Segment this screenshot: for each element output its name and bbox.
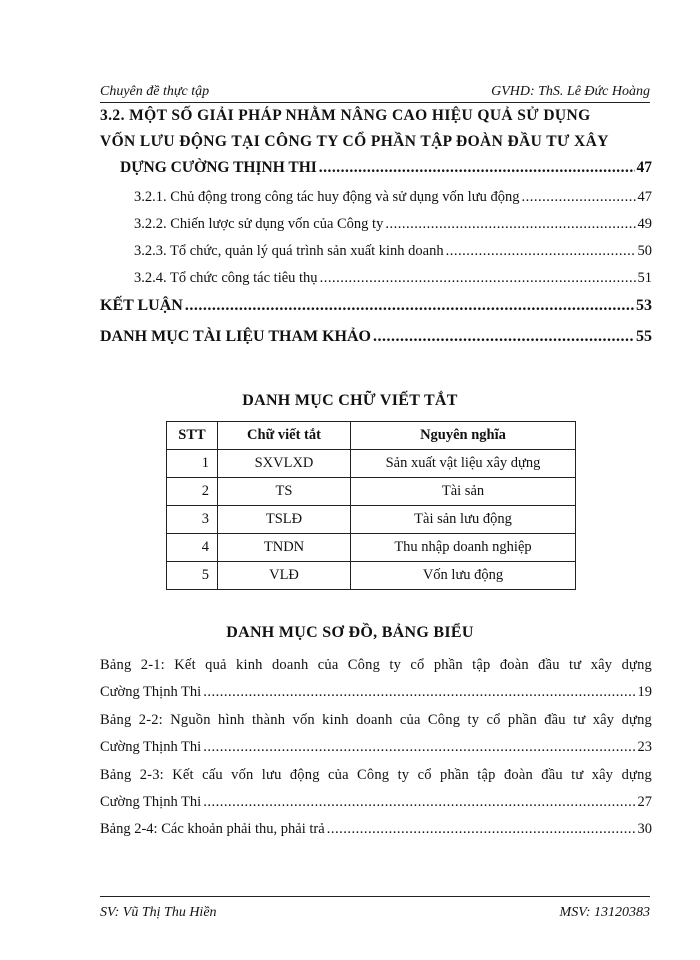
figure-item-page: 23: [637, 739, 652, 755]
row-meaning: Thu nhập doanh nghiệp: [351, 534, 576, 562]
footer-left: SV: Vũ Thị Thu Hiền: [100, 905, 217, 920]
row-abbreviation: VLĐ: [218, 562, 351, 590]
toc-dots: [203, 739, 635, 756]
toc-dots: [185, 297, 634, 315]
row-abbreviation: TSLĐ: [218, 506, 351, 534]
row-abbreviation: TS: [218, 478, 351, 506]
row-stt: 3: [167, 506, 218, 534]
toc-item-label: 3.2.1. Chủ động trong công tác huy động và sử dụng vốn lưu động: [134, 189, 520, 205]
table-row: [167, 450, 576, 478]
toc-section-3-2-line2: VỐN LƯU ĐỘNG TẠI CÔNG TY CỔ PHẦN TẬP ĐOÀN ĐẦU TƯ XÂY: [100, 133, 609, 150]
figure-item-label: Bảng 2-4: Các khoản phải thu, phải trả: [100, 821, 325, 837]
toc-item-3-2-4: [134, 270, 652, 287]
toc-dots: [373, 328, 634, 346]
figure-item-2: [100, 739, 652, 756]
toc-dots: [521, 189, 635, 206]
row-abbreviation: TNDN: [218, 534, 351, 562]
figure-item-3: [100, 794, 652, 811]
figure-item-page: 30: [637, 821, 652, 837]
figure-item-page: 27: [637, 794, 652, 810]
table-row: [167, 534, 576, 562]
toc-section-3-2-page: 47: [636, 159, 652, 176]
toc-section-3-2-line1: 3.2. MỘT SỐ GIẢI PHÁP NHẰM NÂNG CAO HIỆU QUẢ SỬ DỤNG: [100, 107, 591, 124]
toc-dots: [446, 243, 636, 260]
row-meaning: Tài sản lưu động: [351, 506, 576, 534]
figure-item-label: Cường Thịnh Thi: [100, 794, 202, 810]
row-stt: 2: [167, 478, 218, 506]
toc-item-label: 3.2.4. Tổ chức công tác tiêu thụ: [134, 270, 318, 286]
toc-references-page: 55: [636, 328, 652, 345]
toc-dots: [385, 216, 635, 233]
toc-dots: [203, 684, 635, 701]
toc-item-page: 49: [637, 216, 652, 232]
row-stt: 1: [167, 450, 218, 478]
toc-item-page: 50: [637, 243, 652, 259]
figure-item-label: Cường Thịnh Thi: [100, 739, 202, 755]
toc-references-label: DANH MỤC TÀI LIỆU THAM KHẢO: [100, 328, 371, 345]
toc-item-page: 47: [637, 189, 652, 205]
header-stt: STT: [167, 422, 218, 450]
figure-item-4: [100, 821, 652, 838]
row-meaning: Sản xuất vật liệu xây dựng: [351, 450, 576, 478]
row-stt: 5: [167, 562, 218, 590]
toc-item-3-2-3: [134, 243, 652, 260]
header-meaning: Nguyên nghĩa: [351, 422, 576, 450]
table-row: [167, 562, 576, 590]
header-abbreviation: Chữ viết tắt: [218, 422, 351, 450]
table-row: [167, 478, 576, 506]
figure-item-line1: Bảng 2-1: Kết quả kinh doanh của Công ty cổ phần tập đoàn đầu tư xây dựng: [100, 657, 652, 673]
abbreviations-table: [166, 421, 576, 590]
toc-conclusion: [100, 297, 652, 315]
table-header-row: [167, 422, 576, 450]
footer-right: MSV: 13120383: [559, 905, 650, 920]
toc-conclusion-label: KẾT LUẬN: [100, 297, 183, 314]
toc-dots: [327, 821, 636, 838]
toc-dots: [203, 794, 635, 811]
row-stt: 4: [167, 534, 218, 562]
toc-references: [100, 328, 652, 346]
header-right: GVHD: ThS. Lê Đức Hoàng: [491, 84, 650, 99]
toc-dots: [319, 159, 635, 177]
toc-item-page: 51: [637, 270, 652, 286]
table-row: [167, 506, 576, 534]
figure-item-line1: Bảng 2-3: Kết cấu vốn lưu động của Công ty cổ phần tập đoàn đầu tư xây dựng: [100, 767, 652, 783]
toc-dots: [320, 270, 636, 287]
figures-title: DANH MỤC SƠ ĐỒ, BẢNG BIỂU: [226, 624, 474, 641]
abbreviations-title: DANH MỤC CHỮ VIẾT TẮT: [242, 392, 458, 409]
figure-item-page: 19: [637, 684, 652, 700]
figure-item-label: Cường Thịnh Thi: [100, 684, 202, 700]
toc-section-3-2-line3: [120, 159, 652, 177]
toc-conclusion-page: 53: [636, 297, 652, 314]
toc-item-label: 3.2.3. Tổ chức, quản lý quá trình sản xuất kinh doanh: [134, 243, 444, 259]
row-meaning: Tài sản: [351, 478, 576, 506]
toc-item-label: 3.2.2. Chiến lược sử dụng vốn của Công ty: [134, 216, 384, 232]
toc-item-3-2-2: [134, 216, 652, 233]
figure-item-1: [100, 684, 652, 701]
page-footer: [100, 896, 650, 921]
toc-section-3-2-label: DỰNG CƯỜNG THỊNH THI: [120, 159, 317, 176]
header-left: Chuyên đề thực tập: [100, 84, 210, 99]
toc-item-3-2-1: [134, 189, 652, 206]
page-header: [100, 78, 650, 103]
figure-item-line1: Bảng 2-2: Nguồn hình thành vốn kinh doanh của Công ty cổ phần đầu tư xây dựng: [100, 712, 652, 728]
row-meaning: Vốn lưu động: [351, 562, 576, 590]
row-abbreviation: SXVLXD: [218, 450, 351, 478]
